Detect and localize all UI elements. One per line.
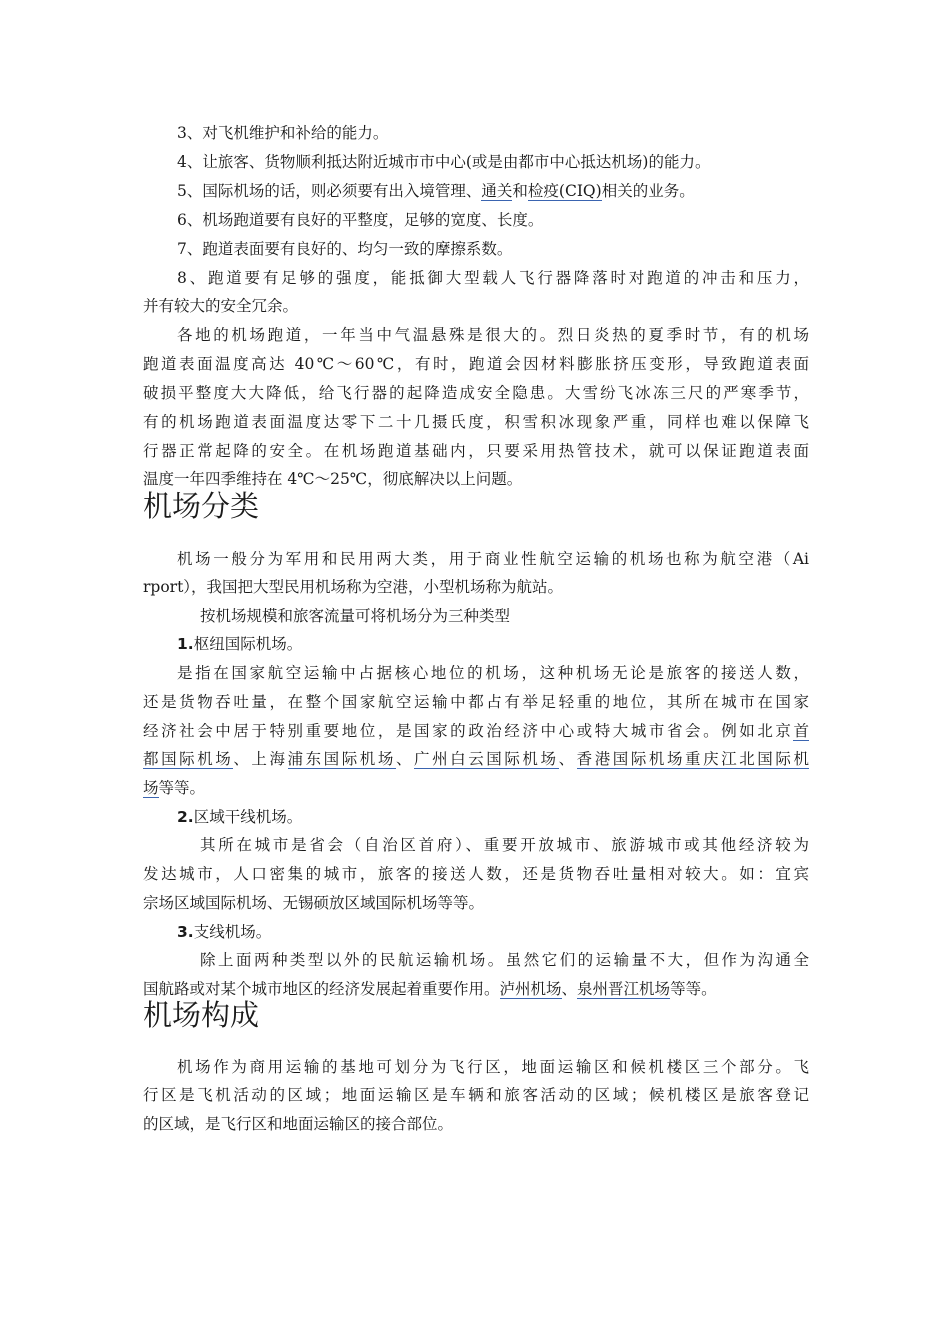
composition-line: 行区是飞机活动的区域；地面运输区是车辆和旅客活动的区域；候机楼区是旅客登记 [143, 1086, 809, 1104]
feeder-description-line: 除上面两种类型以外的民航运输机场。虽然它们的运输量不大，但作为沟通全 [200, 951, 809, 969]
text-segment: 经济社会中居于特别重要地位，是国家的政治经济中心或特大城市省会。例如北京 [143, 722, 794, 740]
requirement-item-5 [177, 177, 809, 205]
requirement-item-4: 4、让旅客、货物顺利抵达附近城市市中心(或是由都市中心抵达机场)的能力。 [177, 153, 711, 171]
regional-description-line: 发达城市，人口密集的城市，旅客的接送人数，还是货物吞吐量相对较大。如：宜宾 [143, 865, 809, 883]
requirement-item-8-line2: 并有较大的安全冗余。 [143, 297, 299, 315]
section-heading-classification: 机场分类 [143, 489, 260, 523]
text-segment: 相关的业务。 [601, 182, 695, 200]
text-segment: 等等。 [670, 980, 717, 998]
runway-paragraph-line: 有的机场跑道表面温度达零下二十几摄氏度，积雪积冰现象严重，同样也难以保障飞 [143, 413, 809, 431]
requirement-item-8-line1: 8、跑道要有足够的强度，能抵御大型载人飞行器降落时对跑道的冲击和压力， [177, 269, 809, 287]
type-title: 枢纽国际机场。 [193, 635, 303, 653]
type-title: 区域干线机场。 [193, 808, 303, 826]
link-guangzhou-baiyun-airport[interactable]: 广州白云国际机场 [414, 750, 559, 768]
regional-description-line: 其所在城市是省会（自治区首府）、重要开放城市、旅游城市或其他经济较为 [200, 836, 809, 854]
hub-examples-end [143, 774, 809, 802]
composition-line: 机场作为商用运输的基地可划分为飞行区，地面运输区和候机楼区三个部分。飞 [177, 1058, 809, 1076]
link-shanghai-pudong-airport[interactable]: 浦东国际机场 [287, 750, 396, 768]
text-segment: 、 [395, 750, 415, 768]
hub-description-line: 还是货物吞吐量，在整个国家航空运输中都占有举足轻重的地位，其所在城市在国家 [143, 693, 809, 711]
type-feeder-title [177, 918, 809, 946]
type-hub-title [177, 630, 809, 658]
runway-paragraph-line: 温度一年四季维持在 4℃～25℃，彻底解决以上问题。 [143, 470, 523, 488]
types-intro: 按机场规模和旅客流量可将机场分为三种类型 [200, 607, 511, 625]
list-number: 1. [177, 635, 194, 653]
link-chongqing-jiangbei-airport[interactable]: 重庆江北国际机 [685, 750, 809, 768]
runway-paragraph-line: 破损平整度大大降低，给飞行器的起降造成安全隐患。大雪纷飞冰冻三尺的严寒季节， [143, 384, 809, 402]
link-hong-kong-airport[interactable]: 香港国际机场 [576, 750, 686, 768]
text-segment: 等等。 [158, 779, 206, 797]
link-quanzhou-jinjiang-airport[interactable]: 泉州晋江机场 [577, 980, 671, 998]
type-title: 支线机场。 [193, 923, 272, 941]
link-beijing-capital-airport[interactable]: 都国际机场 [143, 750, 234, 768]
text-segment: 国航路或对某个城市地区的经济发展起着重要作用。 [143, 980, 500, 998]
hub-description-line [143, 717, 809, 745]
runway-paragraph-line: 行器正常起降的安全。在机场跑道基础内，只要采用热管技术，就可以保证跑道表面 [143, 442, 809, 460]
link-beijing-capital-airport[interactable]: 首 [793, 722, 809, 740]
hub-description-line: 是指在国家航空运输中占据核心地位的机场，这种机场无论是旅客的接送人数， [177, 664, 809, 682]
requirement-item-6: 6、机场跑道要有良好的平整度，足够的宽度、长度。 [177, 211, 544, 229]
requirement-item-7: 7、跑道表面要有良好的、均匀一致的摩擦系数。 [177, 240, 513, 258]
list-number: 2. [177, 808, 194, 826]
section-heading-composition: 机场构成 [143, 998, 260, 1032]
link-quarantine-ciq[interactable]: 检疫(CIQ) [527, 182, 602, 200]
link-chongqing-jiangbei-airport[interactable]: 场 [143, 779, 159, 797]
link-customs[interactable]: 通关 [481, 182, 513, 200]
text-segment: 、 [558, 750, 577, 768]
type-regional-title [177, 803, 809, 831]
list-number: 3. [177, 923, 194, 941]
text-segment: 和 [512, 182, 528, 200]
runway-paragraph-line: 各地的机场跑道，一年当中气温悬殊是很大的。烈日炎热的夏季时节，有的机场 [177, 326, 809, 344]
composition-line: 的区域，是飞行区和地面运输区的接合部位。 [143, 1115, 454, 1133]
link-luzhou-airport[interactable]: 泸州机场 [499, 980, 562, 998]
hub-examples-line [143, 745, 809, 773]
regional-description-line: 宗场区域国际机场、无锡硕放区域国际机场等等。 [143, 894, 485, 912]
classification-intro-line2: rport），我国把大型民用机场称为空港，小型机场称为航站。 [143, 578, 564, 596]
text-segment: 、 [561, 980, 578, 998]
text-segment: 5、国际机场的话，则必须要有出入境管理、 [177, 182, 482, 200]
text-segment: 、上海 [233, 750, 288, 768]
classification-intro-line1: 机场一般分为军用和民用两大类，用于商业性航空运输的机场也称为航空港（Ai [177, 550, 809, 568]
requirement-item-3: 3、对飞机维护和补给的能力。 [177, 124, 389, 142]
runway-paragraph-line: 跑道表面温度高达 40℃～60℃，有时，跑道会因材料膨胀挤压变形，导致跑道表面 [143, 355, 809, 373]
